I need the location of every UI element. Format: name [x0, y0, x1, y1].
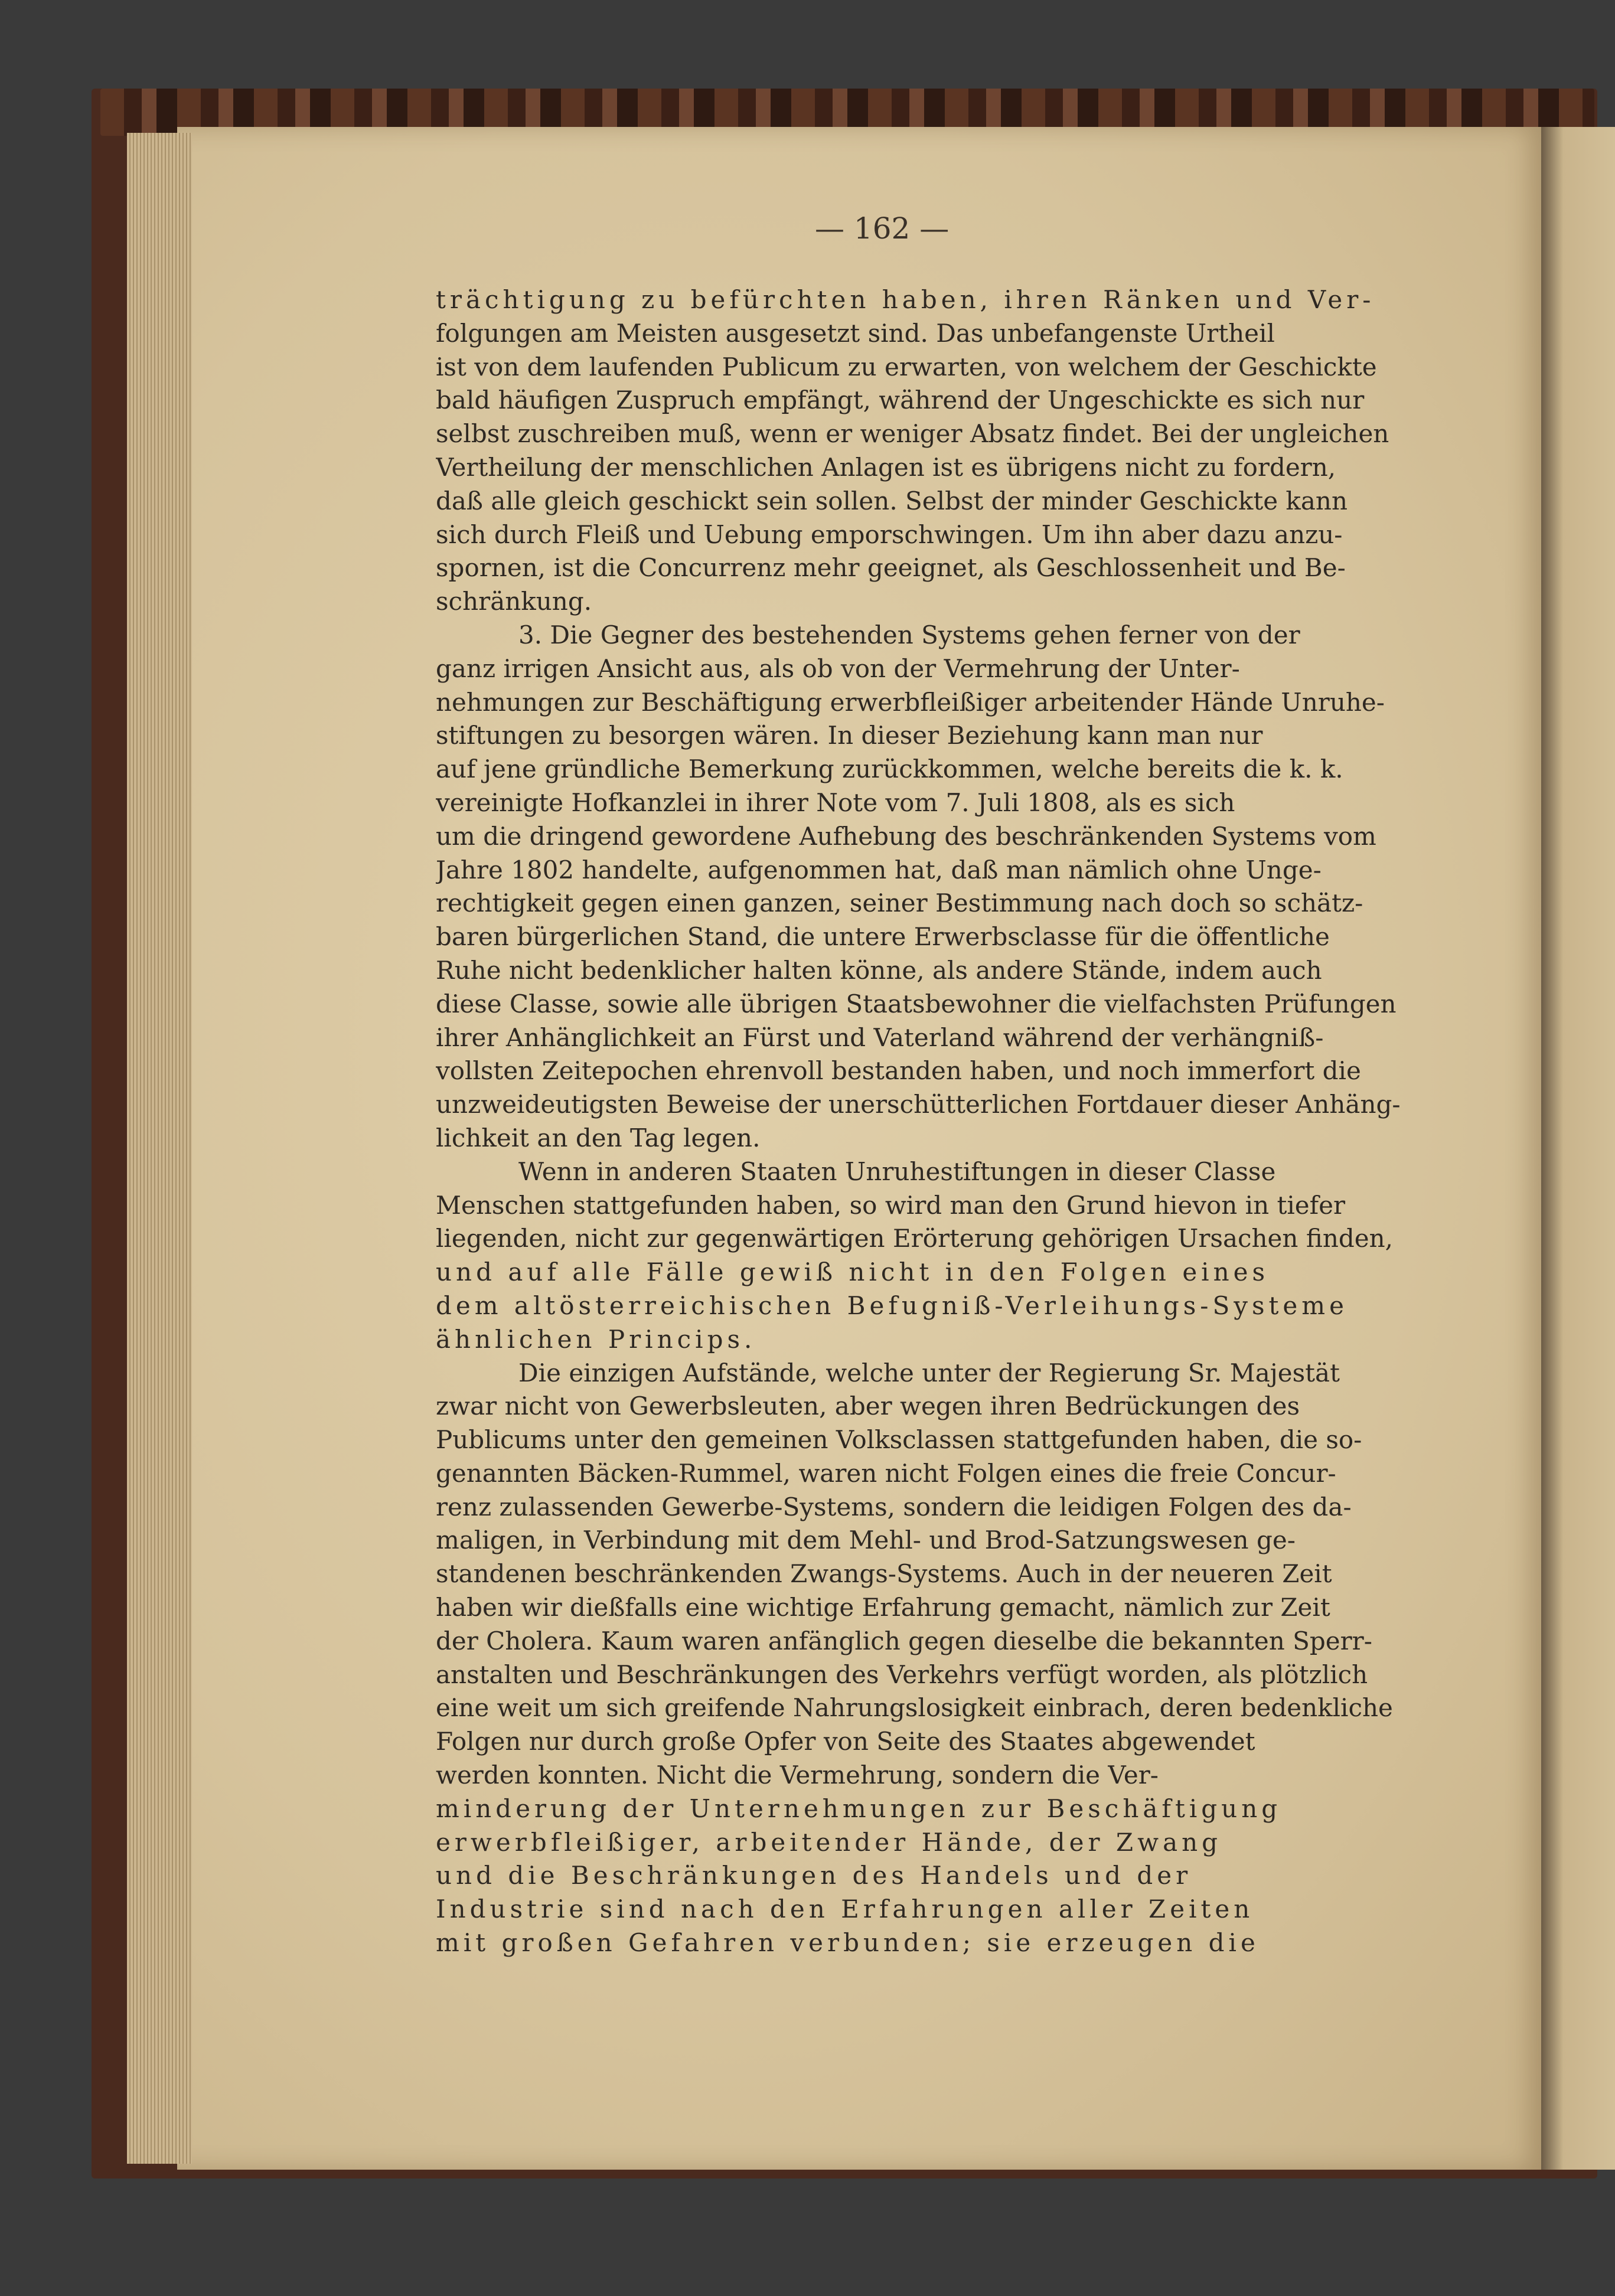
text-line: diese Classe, sowie alle übrigen Staatsbewohner die vielfachsten Prüfungen: [436, 989, 1397, 1018]
text-line: vollsten Zeitepochen ehrenvoll bestanden haben, und noch immerfort die: [436, 1056, 1361, 1086]
text-line: rechtigkeit gegen einen ganzen, seiner Bestimmung nach doch so schätz-: [436, 889, 1363, 918]
facing-page-edge: [1541, 127, 1615, 2170]
text-line: Vertheilung der menschlichen Anlagen ist es übrigens nicht zu fordern,: [436, 452, 1336, 482]
text-line: ihrer Anhänglichkeit an Fürst und Vaterland während der verhängniß-: [436, 1023, 1324, 1052]
page-edges: [127, 133, 192, 2164]
text-line: Folgen nur durch große Opfer von Seite des Staates abgewendet: [436, 1727, 1255, 1756]
text-line: erwerbfleißiger, arbeitender Hände, der Zwang: [436, 1827, 1222, 1857]
text-line: haben wir dießfalls eine wichtige Erfahrung gemacht, nämlich zur Zeit: [436, 1593, 1330, 1622]
text-line: unzweideutigsten Beweise der unerschütterlichen Fortdauer dieser Anhäng-: [436, 1090, 1401, 1119]
body-text: [436, 283, 1441, 1960]
text-line: werden konnten. Nicht die Vermehrung, sondern die Ver-: [436, 1761, 1159, 1790]
text-line: schränkung.: [436, 587, 592, 616]
text-line: lichkeit an den Tag legen.: [436, 1123, 761, 1152]
text-line: daß alle gleich geschickt sein sollen. Selbst der minder Geschickte kann: [436, 486, 1348, 515]
text-line: stiftungen zu besorgen wären. In dieser Beziehung kann man nur: [436, 721, 1263, 750]
text-line: maligen, in Verbindung mit dem Mehl- und Brod-Satzungswesen ge-: [436, 1526, 1296, 1555]
text-line: um die dringend gewordene Aufhebung des beschränkenden Systems vom: [436, 821, 1376, 851]
text-line: Menschen stattgefunden haben, so wird man den Grund hievon in tiefer: [436, 1190, 1346, 1220]
text-line: selbst zuschreiben muß, wenn er weniger Absatz findet. Bei der ungleichen: [436, 419, 1389, 449]
text-line: Industrie sind nach den Erfahrungen aller Zeiten: [436, 1895, 1254, 1924]
text-line: Wenn in anderen Staaten Unruhestiftungen in dieser Classe: [518, 1157, 1276, 1186]
text-line: mit großen Gefahren verbunden; sie erzeugen die: [436, 1928, 1260, 1958]
text-line: Jahre 1802 handelte, aufgenommen hat, daß man nämlich ohne Unge-: [436, 855, 1322, 884]
text-line: ganz irrigen Ansicht aus, als ob von der Vermehrung der Unter-: [436, 654, 1240, 683]
text-line: der Cholera. Kaum waren anfänglich gegen dieselbe die bekannten Sperr-: [436, 1626, 1372, 1655]
text-line: zwar nicht von Gewerbsleuten, aber wegen ihren Bedrückungen des: [436, 1392, 1300, 1421]
page-number: — 162 —: [815, 211, 950, 246]
text-line: spornen, ist die Concurrenz mehr geeignet, als Geschlossenheit und Be-: [436, 553, 1346, 583]
text-line: ist von dem laufenden Publicum zu erwarten, von welchem der Geschickte: [436, 352, 1377, 381]
text-line: folgungen am Meisten ausgesetzt sind. Das unbefangenste Urtheil: [436, 318, 1275, 348]
text-line: baren bürgerlichen Stand, die untere Erwerbsclasse für die öffentliche: [436, 922, 1330, 952]
text-line: Die einzigen Aufstände, welche unter der Regierung Sr. Majestät: [518, 1358, 1340, 1387]
text-line: genannten Bäcken-Rummel, waren nicht Folgen eines die freie Concur-: [436, 1458, 1336, 1488]
text-line: 3. Die Gegner des bestehenden Systems gehen ferner von der: [518, 620, 1300, 649]
text-line: und auf alle Fälle gewiß nicht in den Folgen eines: [436, 1258, 1270, 1287]
text-line: sich durch Fleiß und Uebung emporschwingen. Um ihn aber dazu anzu-: [436, 520, 1343, 549]
text-line: trächtigung zu befürchten haben, ihren Ränken und Ver-: [436, 285, 1375, 314]
text-line: vereinigte Hofkanzlei in ihrer Note vom 7. Juli 1808, als es sich: [436, 788, 1235, 817]
text-line: eine weit um sich greifende Nahrungslosigkeit einbrach, deren bedenkliche: [436, 1693, 1393, 1723]
text-line: dem altösterreichischen Befugniß-Verleihungs-Systeme: [436, 1291, 1348, 1320]
text-line: und die Beschränkungen des Handels und der: [436, 1861, 1192, 1890]
text-line: auf jene gründliche Bemerkung zurückkommen, welche bereits die k. k.: [436, 755, 1343, 784]
text-line: Ruhe nicht bedenklicher halten könne, als andere Stände, indem auch: [436, 955, 1322, 985]
text-line: liegenden, nicht zur gegenwärtigen Erörterung gehörigen Ursachen finden,: [436, 1224, 1394, 1253]
text-line: anstalten und Beschränkungen des Verkehrs verfügt worden, als plötzlich: [436, 1660, 1368, 1689]
text-line: standenen beschränkenden Zwangs-Systems. Auch in der neueren Zeit: [436, 1559, 1332, 1589]
text-line: nehmungen zur Beschäftigung erwerbfleißiger arbeitender Hände Unruhe-: [436, 687, 1385, 717]
text-line: bald häufigen Zuspruch empfängt, während der Ungeschickte es sich nur: [436, 386, 1365, 415]
text-line: Publicums unter den gemeinen Volksclassen stattgefunden haben, die so-: [436, 1425, 1362, 1455]
text-line: minderung der Unternehmungen zur Beschäftigung: [436, 1794, 1282, 1823]
text-line: renz zulassenden Gewerbe-Systems, sondern die leidigen Folgen des da-: [436, 1492, 1352, 1521]
text-line: ähnlichen Princips.: [436, 1324, 756, 1354]
